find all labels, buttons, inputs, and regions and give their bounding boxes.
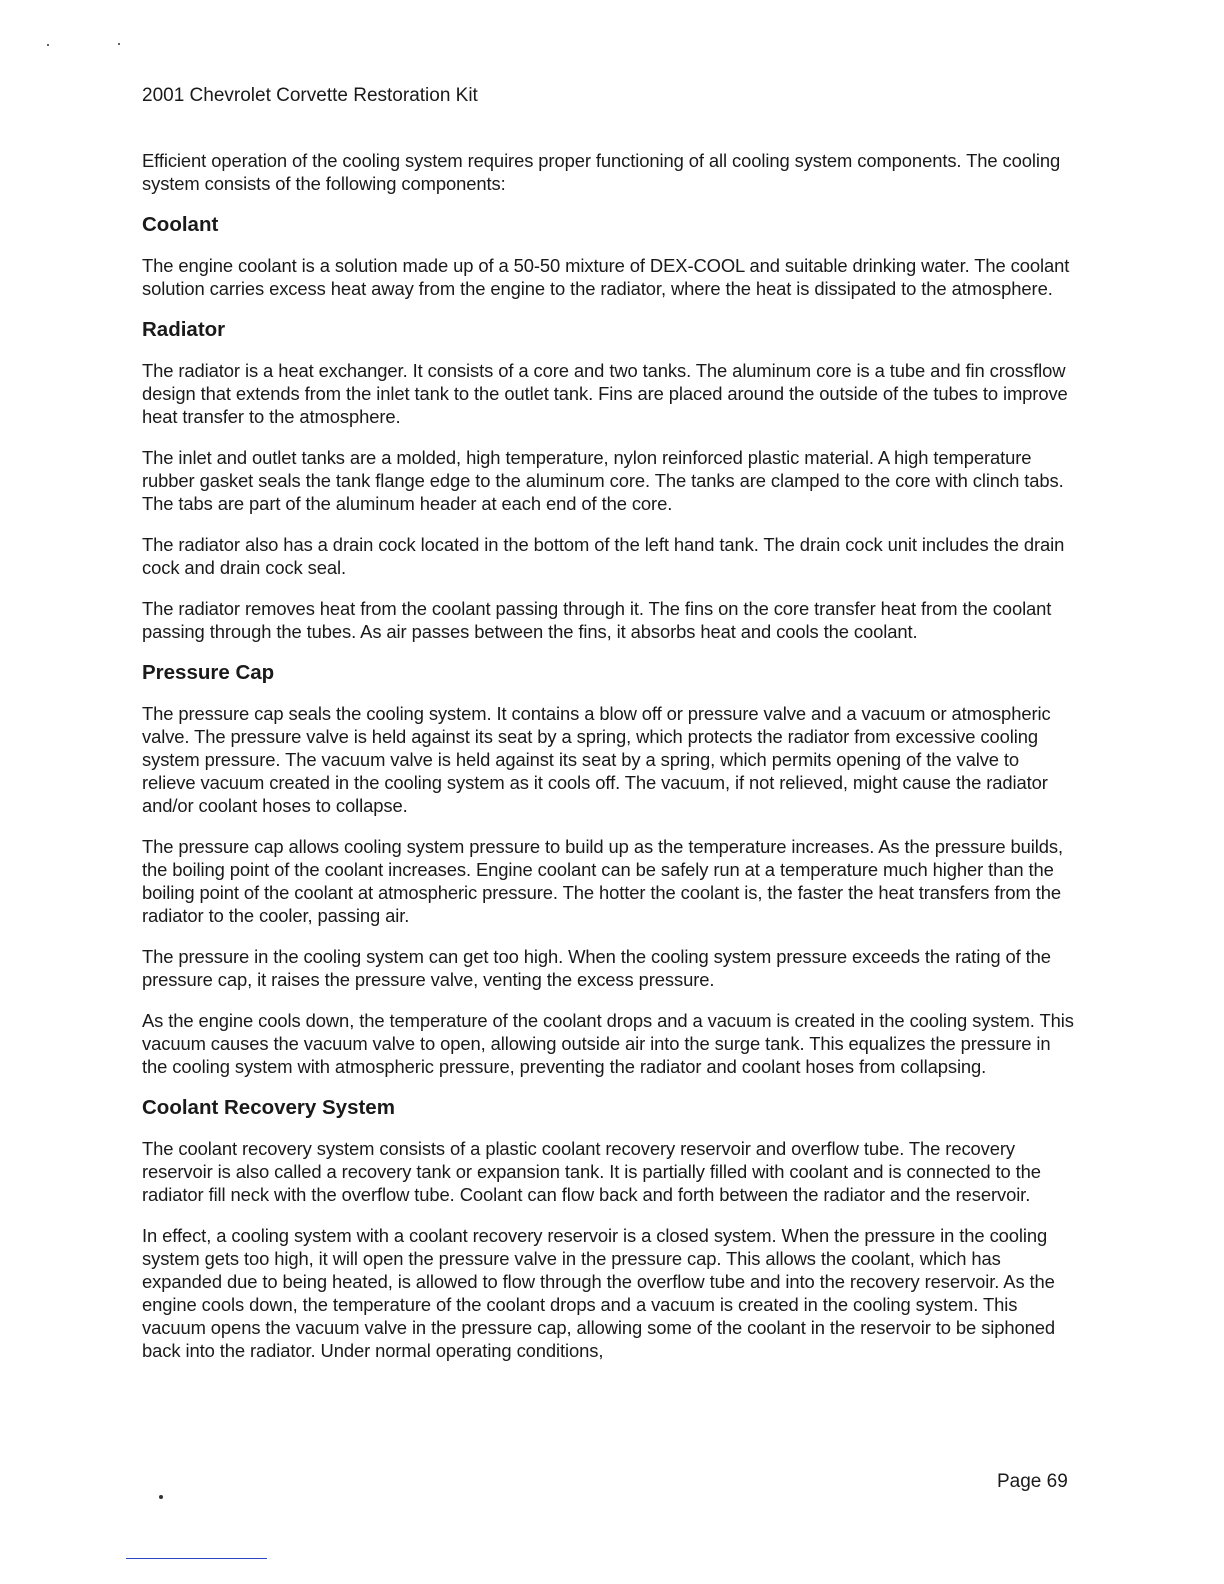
running-header: 2001 Chevrolet Corvette Restoration Kit bbox=[142, 85, 478, 106]
radiator-paragraph-2: The inlet and outlet tanks are a molded, high temperature, nylon reinforced plastic material. A high temperature rubber gasket seals the tank flange edge to the aluminum core. The tanks are clamped to the core with clinch tabs. The tabs are part of the aluminum header at each end of the core. bbox=[142, 447, 1064, 514]
radiator-paragraph-4: The radiator removes heat from the coolant passing through it. The fins on the core transfer heat from the coolant passing through the tubes. As air passes between the fins, it absorbs heat and cools the coolant. bbox=[142, 598, 1052, 642]
section-heading-coolant: Coolant bbox=[142, 213, 219, 236]
pressure-cap-paragraph-3: The pressure in the cooling system can get too high. When the cooling system pressure exceeds the rating of the pressure cap, it raises the pressure valve, venting the excess pressure. bbox=[142, 946, 1051, 990]
pressure-cap-paragraph-2: The pressure cap allows cooling system pressure to build up as the temperature increases. As the pressure builds, the boiling point of the coolant increases. Engine coolant can be safely run at a temperature much higher than the boiling point of the coolant at atmospheric pressure. The hotter the coolant is, the faster the heat transfers from the radiator to the cooler, passing air. bbox=[142, 836, 1063, 926]
radiator-paragraph-1: The radiator is a heat exchanger. It consists of a core and two tanks. The aluminum core is a tube and fin crossflow design that extends from the inlet tank to the outlet tank. Fins are placed around the outside of the tubes to improve heat transfer to the atmosphere. bbox=[142, 360, 1068, 427]
pressure-cap-paragraph-1: The pressure cap seals the cooling system. It contains a blow off or pressure valve and a vacuum or atmospheric valve. The pressure valve is held against its seat by a spring, which protects the radiator from excessive cooling system pressure. The vacuum valve is held against its seat by a spring, which permits opening of the valve to relieve vacuum created in the cooling system as it cools off. The vacuum, if not relieved, might cause the radiator and/or coolant hoses to collapse. bbox=[142, 703, 1051, 816]
footer-rule bbox=[126, 1558, 267, 1559]
section-heading-pressure-cap: Pressure Cap bbox=[142, 661, 275, 684]
radiator-paragraph-3: The radiator also has a drain cock located in the bottom of the left hand tank. The drain cock unit includes the drain cock and drain cock seal. bbox=[142, 534, 1065, 578]
pressure-cap-paragraph-4: As the engine cools down, the temperature of the coolant drops and a vacuum is created in the cooling system. This vacuum causes the vacuum valve to open, allowing outside air into the surge tank. This equalizes the pressure in the cooling system with atmospheric pressure, preventing the radiator and coolant hoses from collapsing. bbox=[142, 1010, 1074, 1077]
page-number: Page 69 bbox=[997, 1471, 1068, 1492]
document-body bbox=[142, 149, 1077, 1380]
scan-speck bbox=[159, 1495, 163, 1499]
scan-speck bbox=[118, 43, 120, 45]
section-heading-radiator: Radiator bbox=[142, 318, 226, 341]
intro-paragraph: Efficient operation of the cooling system requires proper functioning of all cooling system components. The cooling system consists of the following components: bbox=[142, 150, 1061, 194]
section-heading-coolant-recovery: Coolant Recovery System bbox=[142, 1096, 395, 1119]
recovery-paragraph-2: In effect, a cooling system with a coolant recovery reservoir is a closed system. When the pressure in the cooling system gets too high, it will open the pressure valve in the pressure cap. This allows the coolant, which has expanded due to being heated, is allowed to flow through the overflow tube and into the recovery reservoir. As the engine cools down, the temperature of the coolant drops and a vacuum is created in the cooling system. This vacuum opens the vacuum valve in the pressure cap, allowing some of the coolant in the reservoir to be siphoned back into the radiator. Under normal operating conditions, bbox=[142, 1225, 1056, 1361]
coolant-paragraph: The engine coolant is a solution made up of a 50-50 mixture of DEX-COOL and suitable drinking water. The coolant solution carries excess heat away from the engine to the radiator, where the heat is dissipated to the atmosphere. bbox=[142, 255, 1070, 299]
recovery-paragraph-1: The coolant recovery system consists of a plastic coolant recovery reservoir and overflow tube. The recovery reservoir is also called a recovery tank or expansion tank. It is partially filled with coolant and is connected to the radiator fill neck with the overflow tube. Coolant can flow back and forth between the radiator and the reservoir. bbox=[142, 1138, 1041, 1205]
scan-speck bbox=[47, 44, 49, 46]
